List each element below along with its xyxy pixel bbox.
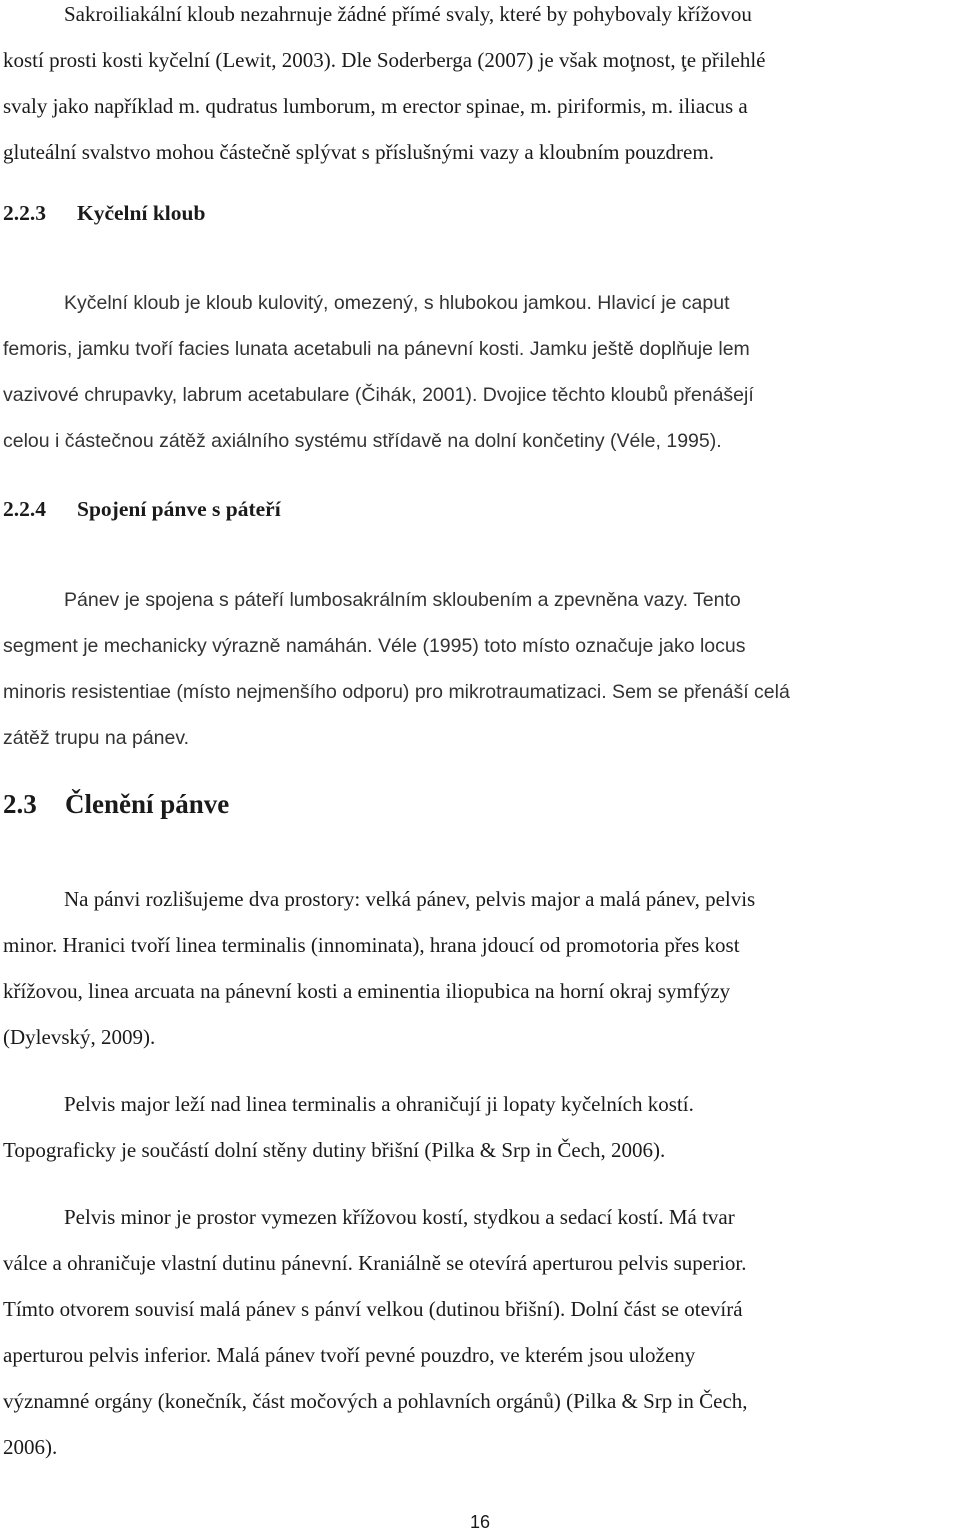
text-line: vazivové chrupavky, labrum acetabulare (Čihák, 2001). Dvojice těchto kloubů přenášejí: [3, 384, 754, 406]
section-2-2-3-paragraph: [3, 280, 957, 464]
text-line: svaly jako například m. qudratus lumborum, m erector spinae, m. piriformis, m. iliacus a: [3, 94, 748, 118]
page-number: 16: [469, 1512, 491, 1532]
section-2-3-paragraph-3: [3, 1194, 957, 1470]
text-line: Kyčelní kloub je kloub kulovitý, omezený, s hlubokou jamkou. Hlavicí je caput: [64, 292, 730, 314]
text-line: 2006).: [3, 1435, 58, 1459]
text-line: segment je mechanicky výrazně namáhán. Véle (1995) toto místo označuje jako locus: [3, 635, 746, 657]
section-number: 2.2.3: [3, 201, 46, 225]
text-line: (Dylevský, 2009).: [3, 1025, 156, 1049]
section-number: 2.2.4: [3, 497, 46, 521]
section-heading-2-3: [3, 789, 229, 820]
text-line: křížovou, linea arcuata na pánevní kosti a eminentia iliopubica na horní okraj symfýzy: [3, 979, 731, 1003]
section-2-3-paragraph-1: [3, 876, 957, 1060]
text-line: významné orgány (konečník, část močových a pohlavních orgánů) (Pilka & Srp in Čech,: [3, 1389, 748, 1413]
text-line: Pelvis major leží nad linea terminalis a ohraničují ji lopaty kyčelních kostí.: [64, 1092, 694, 1116]
section-title: Spojení pánve s páteří: [77, 497, 281, 521]
section-2-2-4-paragraph: [3, 577, 957, 761]
text-line: minoris resistentiae (místo nejmenšího odporu) pro mikrotraumatizaci. Sem se přenáší celá: [3, 681, 790, 703]
section-title: Kyčelní kloub: [77, 201, 206, 225]
text-line: aperturou pelvis inferior. Malá pánev tvoří pevné pouzdro, ve kterém jsou uloženy: [3, 1343, 696, 1367]
text-line: zátěž trupu na pánev.: [3, 727, 190, 749]
section-heading-2-2-3: [3, 201, 205, 226]
text-line: Na pánvi rozlišujeme dva prostory: velká pánev, pelvis major a malá pánev, pelvis: [64, 887, 756, 911]
text-line: gluteální svalstvo mohou částečně splývat s příslušnými vazy a kloubním pouzdrem.: [3, 140, 714, 164]
section-number: 2.3: [3, 789, 37, 819]
text-line: Tímto otvorem souvisí malá pánev s pánví velkou (dutinou břišní). Dolní část se otevírá: [3, 1297, 743, 1321]
section-title: Členění pánve: [65, 789, 230, 819]
section-2-3-paragraph-2: [3, 1081, 957, 1173]
intro-paragraph: [3, 0, 957, 175]
section-heading-2-2-4: [3, 497, 281, 522]
text-line: Sakroiliakální kloub nezahrnuje žádné přímé svaly, které by pohybovaly křížovou: [64, 2, 752, 26]
text-line: Pelvis minor je prostor vymezen křížovou kostí, stydkou a sedací kostí. Má tvar: [64, 1205, 735, 1229]
text-line: femoris, jamku tvoří facies lunata acetabuli na pánevní kosti. Jamku ještě doplňuje lem: [3, 338, 750, 360]
text-line: celou i částečnou zátěž axiálního systému střídavě na dolní končetiny (Véle, 1995).: [3, 430, 722, 452]
text-line: minor. Hranici tvoří linea terminalis (innominata), hrana jdoucí od promotoria přes kost: [3, 933, 740, 957]
text-line: válce a ohraničuje vlastní dutinu pánevní. Kraniálně se otevírá aperturou pelvis superior.: [3, 1251, 747, 1275]
text-line: Topograficky je součástí dolní stěny dutiny břišní (Pilka & Srp in Čech, 2006).: [3, 1138, 666, 1162]
text-line: kostí prosti kosti kyčelní (Lewit, 2003). Dle Soderberga (2007) je však moţnost, ţe přilehlé: [3, 48, 766, 72]
text-line: Pánev je spojena s páteří lumbosakrálním skloubením a zpevněna vazy. Tento: [64, 589, 741, 611]
